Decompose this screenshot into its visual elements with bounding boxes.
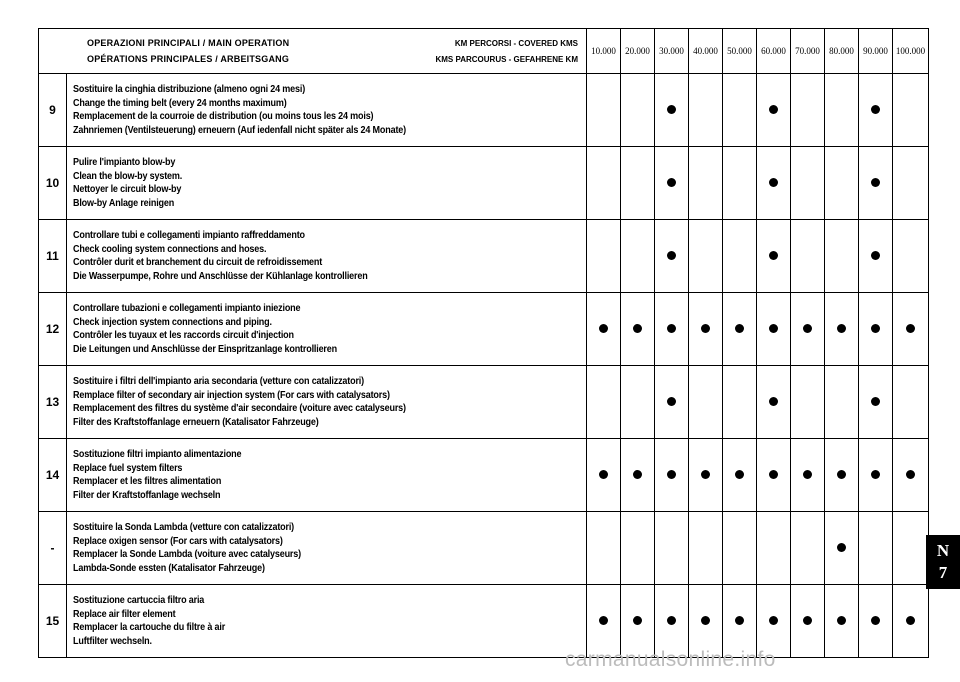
km-cell: [757, 439, 791, 512]
check-dot-icon: [803, 470, 812, 479]
km-cell: [723, 512, 757, 585]
description-line: Replace fuel system filters: [73, 461, 183, 474]
table-row: [39, 439, 929, 512]
km-cell: [825, 220, 859, 293]
description-line: Remplacement des filtres du système d'air secondaire (voiture avec catalyseurs): [73, 402, 406, 414]
km-cell: [621, 439, 655, 512]
km-cell: [757, 512, 791, 585]
km-header: 30.000: [655, 29, 689, 74]
check-dot-icon: [667, 178, 676, 187]
km-cell: [689, 512, 723, 585]
km-cell: [655, 512, 689, 585]
km-header: 100.000: [893, 29, 929, 74]
description-line: Replace oxigen sensor (For cars with catalysators): [73, 534, 283, 547]
description-line: Pulire l'impianto blow-by: [73, 156, 176, 168]
table-row: [39, 512, 929, 585]
table-row: [39, 293, 929, 366]
km-cell: [689, 585, 723, 658]
km-header: 20.000: [621, 29, 655, 74]
km-cell: [825, 293, 859, 366]
km-cell: [621, 585, 655, 658]
description-line: Lambda-Sonde essten (Katalisator Fahrzeuge): [73, 561, 265, 574]
check-dot-icon: [599, 470, 608, 479]
check-dot-icon: [906, 616, 915, 625]
table-row: [39, 147, 929, 220]
check-dot-icon: [871, 470, 880, 479]
maintenance-table: [38, 28, 929, 658]
km-cell: [587, 293, 621, 366]
km-cell: [689, 220, 723, 293]
km-cell: [689, 366, 723, 439]
km-cell: [825, 512, 859, 585]
check-dot-icon: [667, 470, 676, 479]
km-cell: [587, 147, 621, 220]
km-cell: [859, 147, 893, 220]
km-cell: [723, 147, 757, 220]
check-dot-icon: [769, 105, 778, 114]
km-cell: [723, 220, 757, 293]
check-dot-icon: [769, 324, 778, 333]
km-cell: [893, 585, 929, 658]
check-dot-icon: [906, 470, 915, 479]
check-dot-icon: [837, 543, 846, 552]
km-cell: [859, 512, 893, 585]
check-dot-icon: [769, 251, 778, 260]
description-line: Luftfilter wechseln.: [73, 634, 152, 647]
check-dot-icon: [837, 324, 846, 333]
km-cell: [655, 439, 689, 512]
header-row: [39, 29, 929, 74]
check-dot-icon: [599, 324, 608, 333]
description-line: Filter des Kraftstoffanlage erneuern (Katalisator Fahrzeuge): [73, 415, 319, 428]
check-dot-icon: [769, 470, 778, 479]
km-cell: [859, 293, 893, 366]
check-dot-icon: [803, 324, 812, 333]
description-line: Die Wasserpumpe, Rohre und Anschlüsse der Kühlanlage kontrollieren: [73, 269, 368, 282]
km-cell: [825, 439, 859, 512]
km-cell: [655, 293, 689, 366]
description-line: Zahnriemen (Ventilsteuerung) erneuern (Auf iedenfall nicht später als 24 Monate): [73, 123, 406, 136]
operation-title-1: OPERAZIONI PRINCIPALI / MAIN OPERATION: [87, 38, 290, 48]
check-dot-icon: [803, 616, 812, 625]
operation-description: [67, 366, 587, 439]
description-line: Change the timing belt (every 24 months maximum): [73, 96, 287, 109]
description-line: Remplacer la Sonde Lambda (voiture avec catalyseurs): [73, 548, 301, 560]
km-cell: [859, 439, 893, 512]
check-dot-icon: [871, 251, 880, 260]
km-cell: [587, 220, 621, 293]
km-cell: [655, 220, 689, 293]
km-cell: [893, 220, 929, 293]
operation-description: [67, 585, 587, 658]
description-line: Controllare tubi e collegamenti impianto raffreddamento: [73, 229, 305, 241]
check-dot-icon: [633, 616, 642, 625]
km-header: 80.000: [825, 29, 859, 74]
description-line: Check cooling system connections and hoses.: [73, 242, 267, 255]
check-dot-icon: [667, 616, 676, 625]
check-dot-icon: [871, 616, 880, 625]
description-line: Sostituire la Sonda Lambda (vetture con catalizzatori): [73, 521, 295, 533]
km-cell: [621, 74, 655, 147]
km-cell: [621, 220, 655, 293]
km-cell: [825, 366, 859, 439]
check-dot-icon: [667, 324, 676, 333]
operation-description: [67, 293, 587, 366]
description-line: Sostituire i filtri dell'impianto aria secondaria (vetture con catalizzatori): [73, 375, 364, 387]
description-line: Check injection system connections and piping.: [73, 315, 272, 328]
km-cell: [791, 220, 825, 293]
km-header: 50.000: [723, 29, 757, 74]
km-cell: [757, 293, 791, 366]
description-line: Blow-by Anlage reinigen: [73, 196, 175, 209]
check-dot-icon: [667, 251, 676, 260]
watermark: carmanualsonline.info: [565, 648, 776, 671]
km-cell: [893, 512, 929, 585]
check-dot-icon: [871, 105, 880, 114]
km-title-1: KM PERCORSI - COVERED KMS: [454, 38, 578, 48]
km-cell: [587, 512, 621, 585]
description-line: Remplacer et les filtres alimentation: [73, 475, 222, 487]
km-cell: [689, 439, 723, 512]
km-cell: [791, 439, 825, 512]
check-dot-icon: [871, 397, 880, 406]
check-dot-icon: [735, 324, 744, 333]
km-cell: [893, 439, 929, 512]
check-dot-icon: [871, 178, 880, 187]
row-number: 12: [39, 293, 67, 366]
km-cell: [723, 439, 757, 512]
km-cell: [791, 147, 825, 220]
km-cell: [723, 293, 757, 366]
operation-description: [67, 147, 587, 220]
row-number: 14: [39, 439, 67, 512]
section-tab-letter: N: [936, 541, 950, 560]
km-cell: [791, 366, 825, 439]
km-cell: [791, 293, 825, 366]
km-cell: [621, 147, 655, 220]
km-cell: [757, 366, 791, 439]
table-row: [39, 220, 929, 293]
description-line: Controllare tubazioni e collegamenti impianto iniezione: [73, 302, 301, 314]
check-dot-icon: [735, 470, 744, 479]
km-cell: [825, 585, 859, 658]
description-line: Contrôler durit et branchement du circuit de refroidissement: [73, 256, 323, 268]
km-cell: [893, 293, 929, 366]
table-row: [39, 74, 929, 147]
description-line: Filter der Kraftstoffanlage wechseln: [73, 488, 221, 501]
km-cell: [689, 147, 723, 220]
description-line: Die Leitungen und Anschlüsse der Einspritzanlage kontrollieren: [73, 342, 337, 355]
row-number: -: [39, 512, 67, 585]
description-line: Sostituzione cartuccia filtro aria: [73, 594, 205, 606]
description-line: Remplacer la cartouche du filtre à air: [73, 621, 226, 633]
row-number: 15: [39, 585, 67, 658]
table-row: [39, 585, 929, 658]
km-cell: [587, 74, 621, 147]
check-dot-icon: [701, 324, 710, 333]
km-header: 10.000: [587, 29, 621, 74]
km-cell: [587, 585, 621, 658]
km-cell: [587, 366, 621, 439]
km-cell: [825, 147, 859, 220]
km-cell: [757, 585, 791, 658]
km-cell: [621, 293, 655, 366]
check-dot-icon: [871, 324, 880, 333]
km-cell: [587, 439, 621, 512]
km-cell: [757, 74, 791, 147]
km-cell: [791, 74, 825, 147]
km-cell: [689, 293, 723, 366]
check-dot-icon: [701, 616, 710, 625]
km-cell: [757, 220, 791, 293]
description-line: Sostituzione filtri impianto alimentazione: [73, 448, 242, 460]
check-dot-icon: [633, 470, 642, 479]
km-cell: [621, 366, 655, 439]
check-dot-icon: [769, 397, 778, 406]
km-cell: [655, 366, 689, 439]
km-cell: [655, 147, 689, 220]
header-operation-cell: [39, 29, 587, 74]
km-cell: [859, 220, 893, 293]
operation-description: [67, 512, 587, 585]
section-tab-number: 7: [938, 563, 948, 582]
description-line: Clean the blow-by system.: [73, 169, 183, 182]
km-cell: [825, 74, 859, 147]
description-line: Remplacement de la courroie de distribution (ou moins tous les 24 mois): [73, 110, 374, 122]
check-dot-icon: [769, 178, 778, 187]
km-header: 70.000: [791, 29, 825, 74]
km-cell: [791, 512, 825, 585]
check-dot-icon: [667, 105, 676, 114]
km-cell: [893, 147, 929, 220]
description-line: Contrôler les tuyaux et les raccords circuit d'injection: [73, 329, 294, 341]
row-number: 11: [39, 220, 67, 293]
check-dot-icon: [735, 616, 744, 625]
check-dot-icon: [906, 324, 915, 333]
description-line: Remplace filter of secondary air injection system (For cars with catalysators): [73, 388, 390, 401]
km-title-2: KMS PARCOURUS - GEFAHRENE KM: [435, 54, 578, 64]
operation-description: [67, 220, 587, 293]
km-header: 40.000: [689, 29, 723, 74]
row-number: 10: [39, 147, 67, 220]
check-dot-icon: [701, 470, 710, 479]
operation-description: [67, 74, 587, 147]
km-cell: [621, 512, 655, 585]
km-cell: [791, 585, 825, 658]
row-number: 9: [39, 74, 67, 147]
section-tab: [926, 535, 960, 589]
description-line: Sostituire la cinghia distribuzione (almeno ogni 24 mesi): [73, 83, 306, 95]
description-line: Replace air filter element: [73, 607, 176, 620]
row-number: 13: [39, 366, 67, 439]
km-cell: [859, 366, 893, 439]
description-line: Nettoyer le circuit blow-by: [73, 183, 182, 195]
km-cell: [757, 147, 791, 220]
km-cell: [723, 74, 757, 147]
km-cell: [859, 74, 893, 147]
km-cell: [723, 366, 757, 439]
km-cell: [893, 74, 929, 147]
check-dot-icon: [667, 397, 676, 406]
km-cell: [723, 585, 757, 658]
km-cell: [655, 74, 689, 147]
km-cell: [689, 74, 723, 147]
table-row: [39, 366, 929, 439]
check-dot-icon: [633, 324, 642, 333]
km-header: 90.000: [859, 29, 893, 74]
km-cell: [859, 585, 893, 658]
km-cell: [655, 585, 689, 658]
check-dot-icon: [769, 616, 778, 625]
km-header: 60.000: [757, 29, 791, 74]
operation-title-2: OPÉRATIONS PRINCIPALES / ARBEITSGANG: [87, 54, 290, 64]
km-cell: [893, 366, 929, 439]
check-dot-icon: [837, 470, 846, 479]
check-dot-icon: [837, 616, 846, 625]
operation-description: [67, 439, 587, 512]
check-dot-icon: [599, 616, 608, 625]
